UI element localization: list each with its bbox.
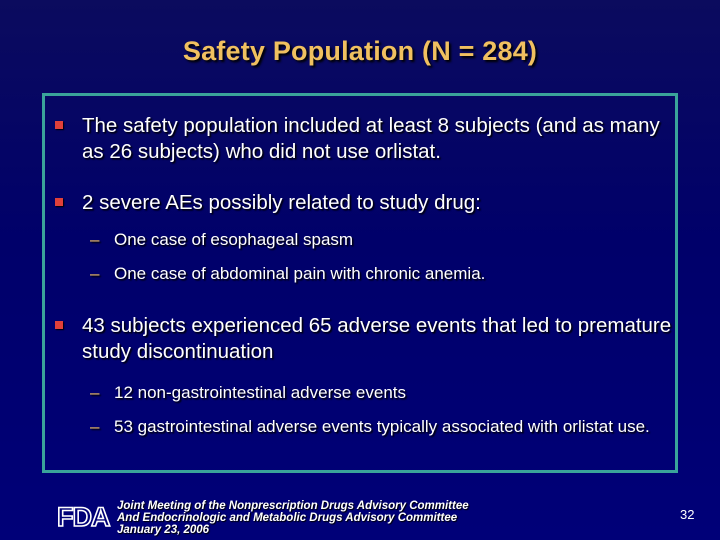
slide-title: Safety Population (N = 284) — [182, 36, 538, 66]
sub-item — [90, 263, 650, 285]
sub-item — [90, 382, 650, 404]
dash-icon: – — [90, 264, 100, 283]
bullet-square-icon — [55, 121, 63, 129]
dash-icon: – — [90, 417, 100, 436]
bullet-item-2 — [55, 190, 675, 216]
bullet-item-1 — [55, 113, 675, 165]
footer-line-3: January 23, 2006 — [117, 524, 210, 536]
footer-line-2: And Endocrinologic and Metabolic Drugs Advisory Committee — [117, 512, 458, 524]
sub-item — [90, 416, 650, 438]
sub-item-text: One case of abdominal pain with chronic anemia. — [114, 264, 486, 283]
sub-item-text: One case of esophageal spasm — [114, 230, 354, 249]
bullet-text: 43 subjects experienced 65 adverse events that led to premature study discontinuation — [82, 314, 672, 363]
bullet-square-icon — [55, 321, 63, 329]
sub-item-text: 12 non-gastrointestinal adverse events — [114, 383, 407, 402]
bullet-item-3 — [55, 313, 675, 365]
bullet-square-icon — [55, 198, 63, 206]
bullet-text: 2 severe AEs possibly related to study drug: — [82, 191, 481, 214]
dash-icon: – — [90, 383, 100, 402]
sub-item-text: 53 gastrointestinal adverse events typically associated with orlistat use. — [114, 417, 650, 436]
page-number: 32 — [680, 507, 695, 522]
footer-meeting-info — [117, 500, 537, 536]
sub-item — [90, 229, 650, 251]
bullet-text: The safety population included at least 8 subjects (and as many as 26 subjects) who did not use orlistat. — [82, 114, 660, 163]
fda-logo-icon — [56, 500, 114, 530]
fda-logo-text: FDA — [57, 502, 110, 530]
footer-line-1: Joint Meeting of the Nonprescription Drugs Advisory Committee — [117, 500, 469, 512]
dash-icon: – — [90, 230, 100, 249]
